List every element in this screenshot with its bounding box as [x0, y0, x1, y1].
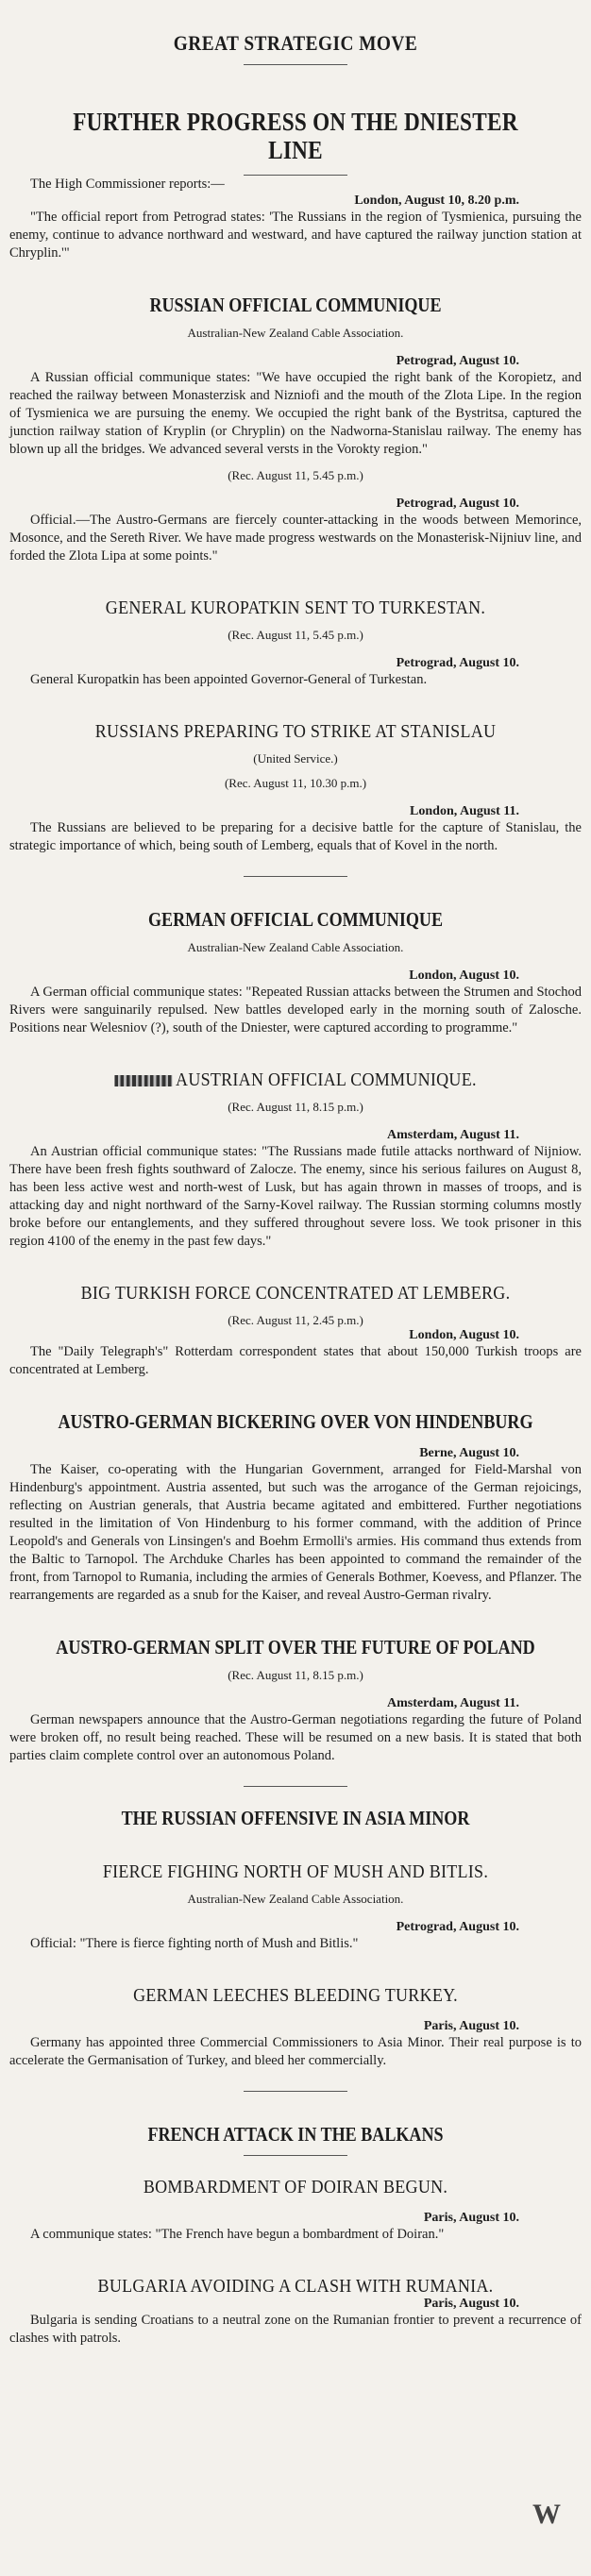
s2-rec: (Rec. August 11, 5.45 p.m.): [228, 467, 363, 482]
newspaper-page: [0, 31, 591, 2530]
s4-title: RUSSIANS PREPARING TO STRIKE AT STANISLAU: [94, 720, 497, 742]
s8-title: AUSTRO-GERMAN BICKERING OVER VON HINDENBURG: [58, 1409, 533, 1433]
s4-date: London, August 11.: [410, 803, 519, 818]
s12-subtitle: BOMBARDMENT OF DOIRAN BEGUN.: [143, 2177, 448, 2198]
s12-date: Paris, August 10.: [423, 2211, 519, 2226]
s9-title: AUSTRO-GERMAN SPLIT OVER THE FUTURE OF POLAND: [56, 1635, 535, 1658]
s10-text: Official: "There is fierce fighting north of Mush and Bitlis.": [30, 1936, 359, 1952]
s11-title: GERMAN LEECHES BLEEDING TURKEY.: [133, 1985, 458, 2007]
s2-date1: Petrograd, August 10.: [396, 353, 519, 368]
s4-source: (United Service.): [253, 750, 338, 766]
s7-rec: (Rec. August 11, 2.45 p.m.): [228, 1312, 363, 1327]
s12-title: FRENCH ATTACK IN THE BALKANS: [147, 2123, 444, 2147]
s2-title: RUSSIAN OFFICIAL COMMUNIQUE: [149, 293, 442, 316]
s3-title: GENERAL KUROPATKIN SENT TO TURKESTAN.: [105, 597, 486, 618]
s7-text: The "Daily Telegraph's" Rotterdam correspondent states that about 150,000 Turkish troops are concentrated at Lemberg.: [9, 1343, 582, 1377]
s13-text: Bulgaria is sending Croatians to a neutral zone on the Rumanian frontier to prevent a recurrence of clashes with patrols.: [9, 2313, 582, 2347]
s12-text: A communique states: "The French have begun a bombardment of Doiran.": [30, 2227, 445, 2243]
s5-title: GERMAN OFFICIAL COMMUNIQUE: [147, 907, 444, 931]
s5-source: Australian-New Zealand Cable Association.: [187, 939, 404, 954]
s11-text: Germany has appointed three Commercial Commissioners to Asia Minor. Their real purpose is to accelerate the Germanisation of Turkey, and bleed her commercially.: [9, 2035, 582, 2069]
s8-date: Berne, August 10.: [419, 1445, 519, 1460]
s5-text: A German official communique states: "Repeated Russian attacks between the Strumen and Stochod Rivers were sanguinarily repulsed. New battles developed early in the morning south of Zalosche. Positions near Welesniov (?), south of the Dniester, were captured according to programme.": [9, 984, 582, 1035]
s6-text: An Austrian official communique states: "The Russians made futile attacks northward of Nijniow. There have been fresh fights southward of Zalocze. The enemy, since his serious failures on August 8, has been less active west and north-west of Lusk, but has again thrown in masses of troops, and is attacking day and night northward of the Sarny-Kovel railway. The Russian storming columns mostly broke before our entanglements, and they suffered throughout severe loss. We took prisoner in this region 4100 of the enemy in the past few days.": [9, 1143, 582, 1249]
s3-text: General Kuropatkin has been appointed Governor-General of Turkestan.: [30, 671, 428, 687]
s3-date: Petrograd, August 10.: [396, 655, 519, 670]
s9-rec: (Rec. August 11, 8.15 p.m.): [228, 1667, 363, 1682]
s4-text: The Russians are believed to be preparing for a decisive battle for the capture of Stanislau, the strategic importance of which, being south of Lemberg, equals that of Kovel in the north.: [9, 819, 582, 853]
s10-title: THE RUSSIAN OFFENSIVE IN ASIA MINOR: [121, 1806, 470, 1829]
margin-mark: W: [532, 2499, 561, 2530]
s6-date: Amsterdam, August 11.: [386, 1127, 519, 1142]
s2-source: Australian-New Zealand Cable Association.: [187, 325, 404, 340]
s6-title-text: AUSTRIAN OFFICIAL COMMUNIQUE.: [176, 1069, 477, 1090]
headline: GREAT STRATEGIC MOVE: [173, 31, 418, 55]
s13-date: Paris, August 10.: [423, 2297, 519, 2312]
s13-title: BULGARIA AVOIDING A CLASH WITH RUMANIA.: [97, 2276, 494, 2298]
s5-date: London, August 10.: [409, 968, 519, 983]
s1-date: London, August 10, 8.20 p.m.: [354, 193, 519, 208]
s1-text: "The official report from Petrograd states: 'The Russians in the region of Tysmienica, pursuing the enemy, continue to advance northward and westward, and have captured the railway junction station at Chryplin.'": [9, 209, 582, 261]
subheadline: FURTHER PROGRESS ON THE DNIESTER LINE: [73, 108, 518, 164]
divider: [244, 64, 347, 65]
print-smudge: [114, 1075, 172, 1086]
divider: [244, 2155, 347, 2156]
s2-text2: Official.—The Austro-Germans are fiercely counter-attacking in the woods between Memorince, Mosonce, and the Sereth River. We have made progress westwards on the Monasterisk-Nijniuv line, and forded the Zlota Lipa at some points.": [9, 512, 582, 564]
s4-rec: (Rec. August 11, 10.30 p.m.): [224, 775, 367, 790]
s2-text1: A Russian official communique states: "We have occupied the right bank of the Koropietz, and reached the railway between Monasterzisk and Nizniofi and the mouth of the Zlota Lipe. In the region of Tysmienica we are pursuing the enemy. We occupied the right bank of the Bystritsa, captured the junction railway station of Kryplin (or Chryplin) on the Nadworna-Stanislau railway. The enemy has blown up all the bridges. We advanced several versts in the Vorokty region.": [9, 369, 582, 457]
s10-date: Petrograd, August 10.: [396, 1920, 519, 1935]
s11-date: Paris, August 10.: [423, 2019, 519, 2034]
s6-rec: (Rec. August 11, 8.15 p.m.): [228, 1099, 363, 1114]
s8-text: The Kaiser, co-operating with the Hungarian Government, arranged for Field-Marshal von Hindenburg's appointment. Austria assented, but such was the arrogance of the German rejoicings, reflecting on Austrian generals, that Austria became agitated and embittered. Further negotiations resulted in the limitation of Von Hindenburg to his former command, with the addition of Prince Leopold's and Generals von Linsingen's and Boehm Ermolli's armies. His command thus extends from the Baltic to Tarnopol. The Archduke Charles has been appointed to command the remainder of the front, from Tarnopol to Rumania, including the armies of Generals Bothmer, Koevess, and Pflanzer. The rearrangements are regarded as a snub for the Kaiser, and reveal Austro-German rivalry.: [9, 1461, 582, 1603]
s10-source: Australian-New Zealand Cable Association.: [187, 1892, 404, 1907]
s7-date: London, August 10.: [409, 1327, 519, 1342]
divider: [244, 2091, 347, 2092]
s9-date: Amsterdam, August 11.: [386, 1695, 519, 1710]
divider: [244, 1786, 347, 1787]
s7-title: BIG TURKISH FORCE CONCENTRATED AT LEMBERG.: [80, 1282, 511, 1304]
s2-date2: Petrograd, August 10.: [396, 496, 519, 511]
s10-subtitle: FIERCE FIGHING NORTH OF MUSH AND BITLIS.: [102, 1861, 489, 1883]
s1-intro: The High Commissioner reports:—: [30, 176, 225, 192]
divider: [244, 876, 347, 877]
s3-rec: (Rec. August 11, 5.45 p.m.): [228, 627, 363, 642]
s6-title: [38, 1069, 552, 1090]
s9-text: German newspapers announce that the Austro-German negotiations regarding the future of Poland were broken off, no result being reached. These will be resumed on a new basis. It is stated that both parties claim complete control over an autonomous Poland.: [9, 1711, 582, 1763]
